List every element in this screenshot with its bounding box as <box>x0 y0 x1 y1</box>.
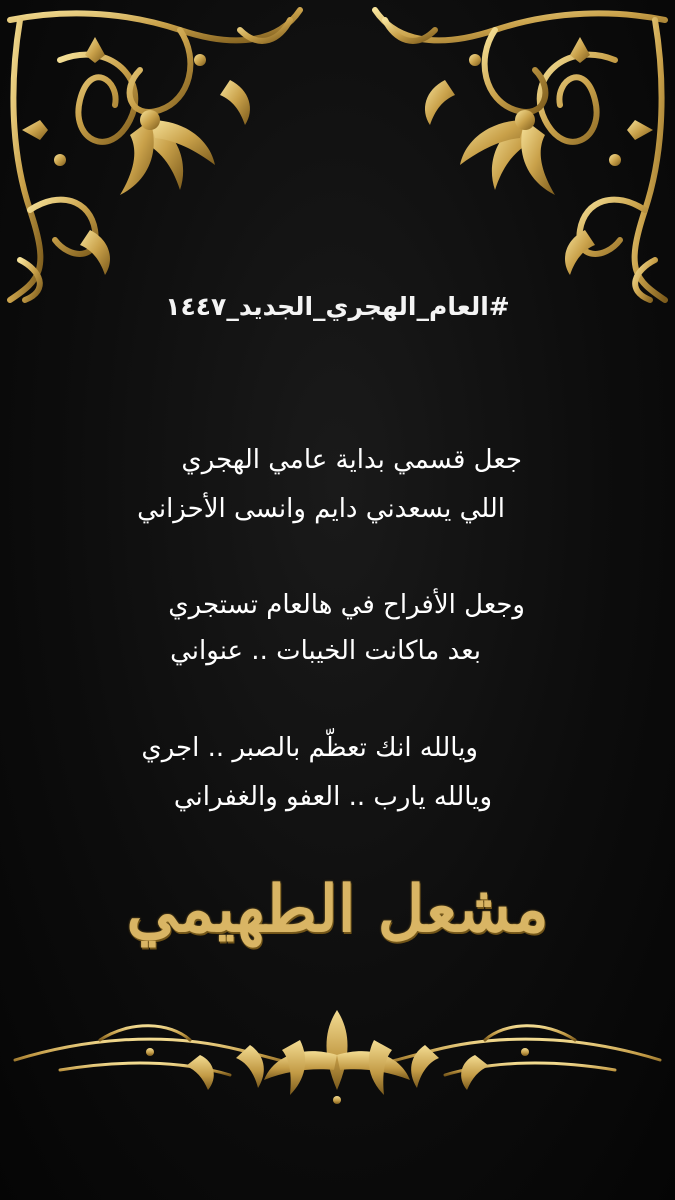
ornamental-corner-left-icon <box>0 0 320 310</box>
hashtag-title: #العام_الهجري_الجديد_١٤٤٧ <box>165 292 510 321</box>
ornamental-bottom-flourish-icon <box>0 1000 675 1110</box>
verse-line: ويالله انك تعظّم بالصبر .. اجري <box>141 733 478 763</box>
verse-line: بعد ماكانت الخيبات .. عنواني <box>170 636 481 666</box>
verse-line: اللي يسعدني دايم وانسى الأحزاني <box>137 494 505 524</box>
calligraphy-signature: مشعل الطهيمي <box>126 872 549 947</box>
verse-line: جعل قسمي بداية عامي الهجري <box>181 445 522 475</box>
ornamental-corner-right-icon <box>355 0 675 310</box>
verse-line: ويالله يارب .. العفو والغفراني <box>173 782 492 812</box>
verse-line: وجعل الأفراح في هالعام تستجري <box>168 590 525 620</box>
